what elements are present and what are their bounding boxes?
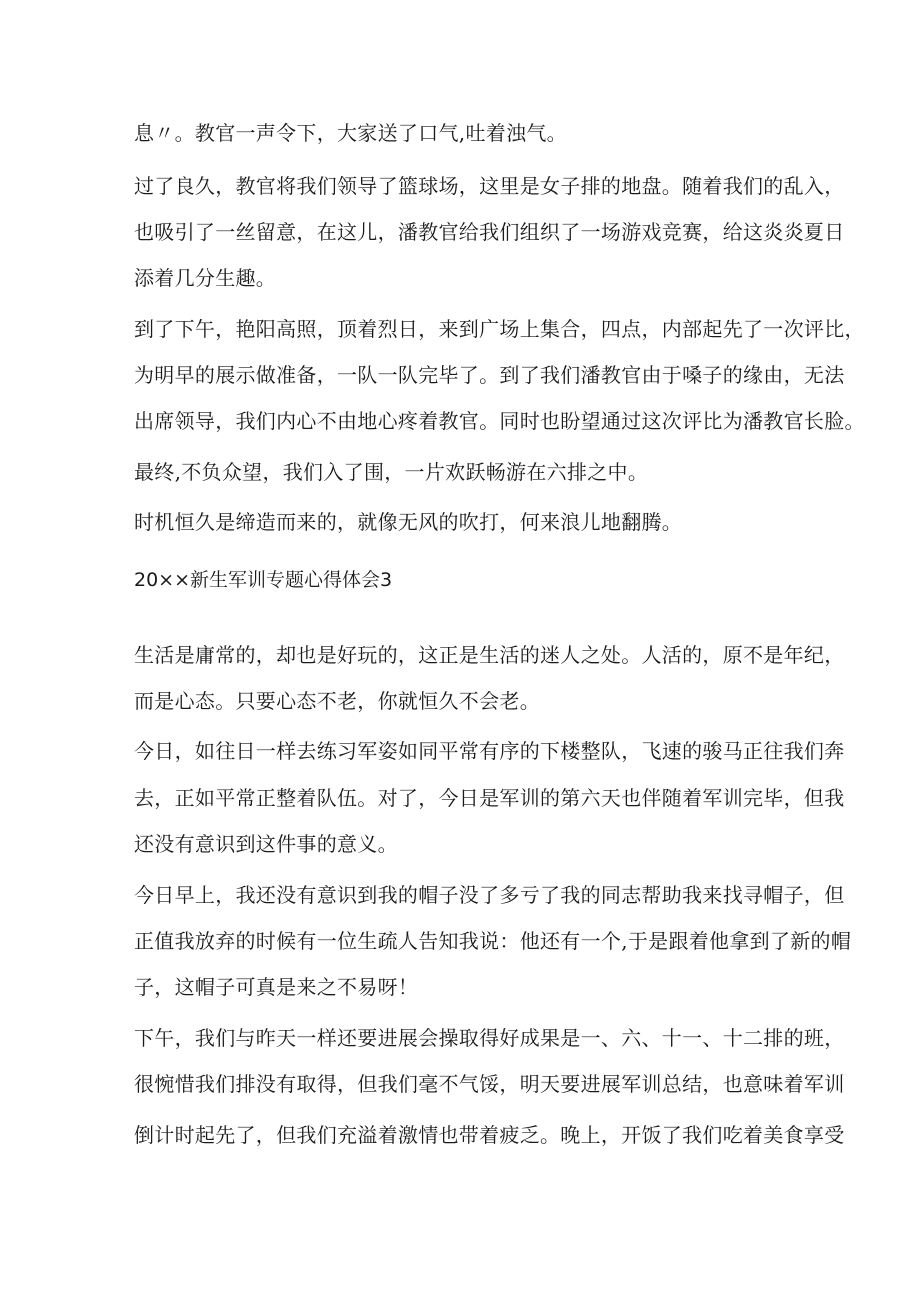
text-line: 很惋惜我们排没有取得，但我们毫不气馁，明天要进展军训总结，也意味着军训 — [134, 1072, 845, 1096]
text-line: 到了下午，艳阳高照，顶着烈日，来到广场上集合，四点，内部起先了一次评比， — [134, 317, 865, 341]
text-line: 息〃。教官一声令下，大家送了口气,吐着浊气。 — [134, 121, 567, 145]
text-line: 生活是庸常的，却也是好玩的，这正是生活的迷人之处。人活的，原不是年纪， — [134, 643, 845, 667]
text-line: 为明早的展示做准备，一队一队完毕了。到了我们潘教官由于嗓子的缘由，无法 — [134, 363, 845, 387]
text-line: 时机恒久是缔造而来的，就像无风的吹打，何来浪儿地翻腾。 — [134, 510, 683, 534]
text-line: 子，这帽子可真是来之不易呀！ — [134, 975, 419, 999]
text-line: 也吸引了一丝留意，在这儿，潘教官给我们组织了一场游戏竞赛，给这炎炎夏日 — [134, 220, 845, 244]
text-line: 下午，我们与昨天一样还要进展会操取得好成果是一、六、十一、十二排的班， — [134, 1026, 845, 1050]
text-line: 出席领导，我们内心不由地心疼着教官。同时也盼望通过这次评比为潘教官长脸。 — [134, 409, 865, 433]
text-line: 添着几分生趣。 — [134, 266, 277, 290]
text-line: 今日早上，我还没有意识到我的帽子没了多亏了我的同志帮助我来找寻帽子，但 — [134, 883, 845, 907]
section-heading: 20××新生军训专题心得体会3 — [134, 569, 393, 591]
text-line: 过了良久，教官将我们领导了篮球场，这里是女子排的地盘。随着我们的乱入， — [134, 174, 845, 198]
text-line: 最终,不负众望，我们入了围，一片欢跃畅游在六排之中。 — [134, 460, 649, 484]
text-line: 而是心态。只要心态不老，你就恒久不会老。 — [134, 689, 540, 713]
text-line: 正值我放弃的时候有一位生疏人告知我说：他还有一个,于是跟着他拿到了新的帽 — [134, 929, 852, 953]
text-line: 还没有意识到这件事的意义。 — [134, 832, 398, 856]
text-line: 去，正如平常正整着队伍。对了，今日是军训的第六天也伴随着军训完毕，但我 — [134, 786, 845, 810]
text-line: 倒计时起先了，但我们充溢着激情也带着疲乏。晚上，开饭了我们吃着美食享受 — [134, 1123, 845, 1147]
text-line: 今日，如往日一样去练习军姿如同平常有序的下楼整队，飞速的骏马正往我们奔 — [134, 739, 845, 763]
